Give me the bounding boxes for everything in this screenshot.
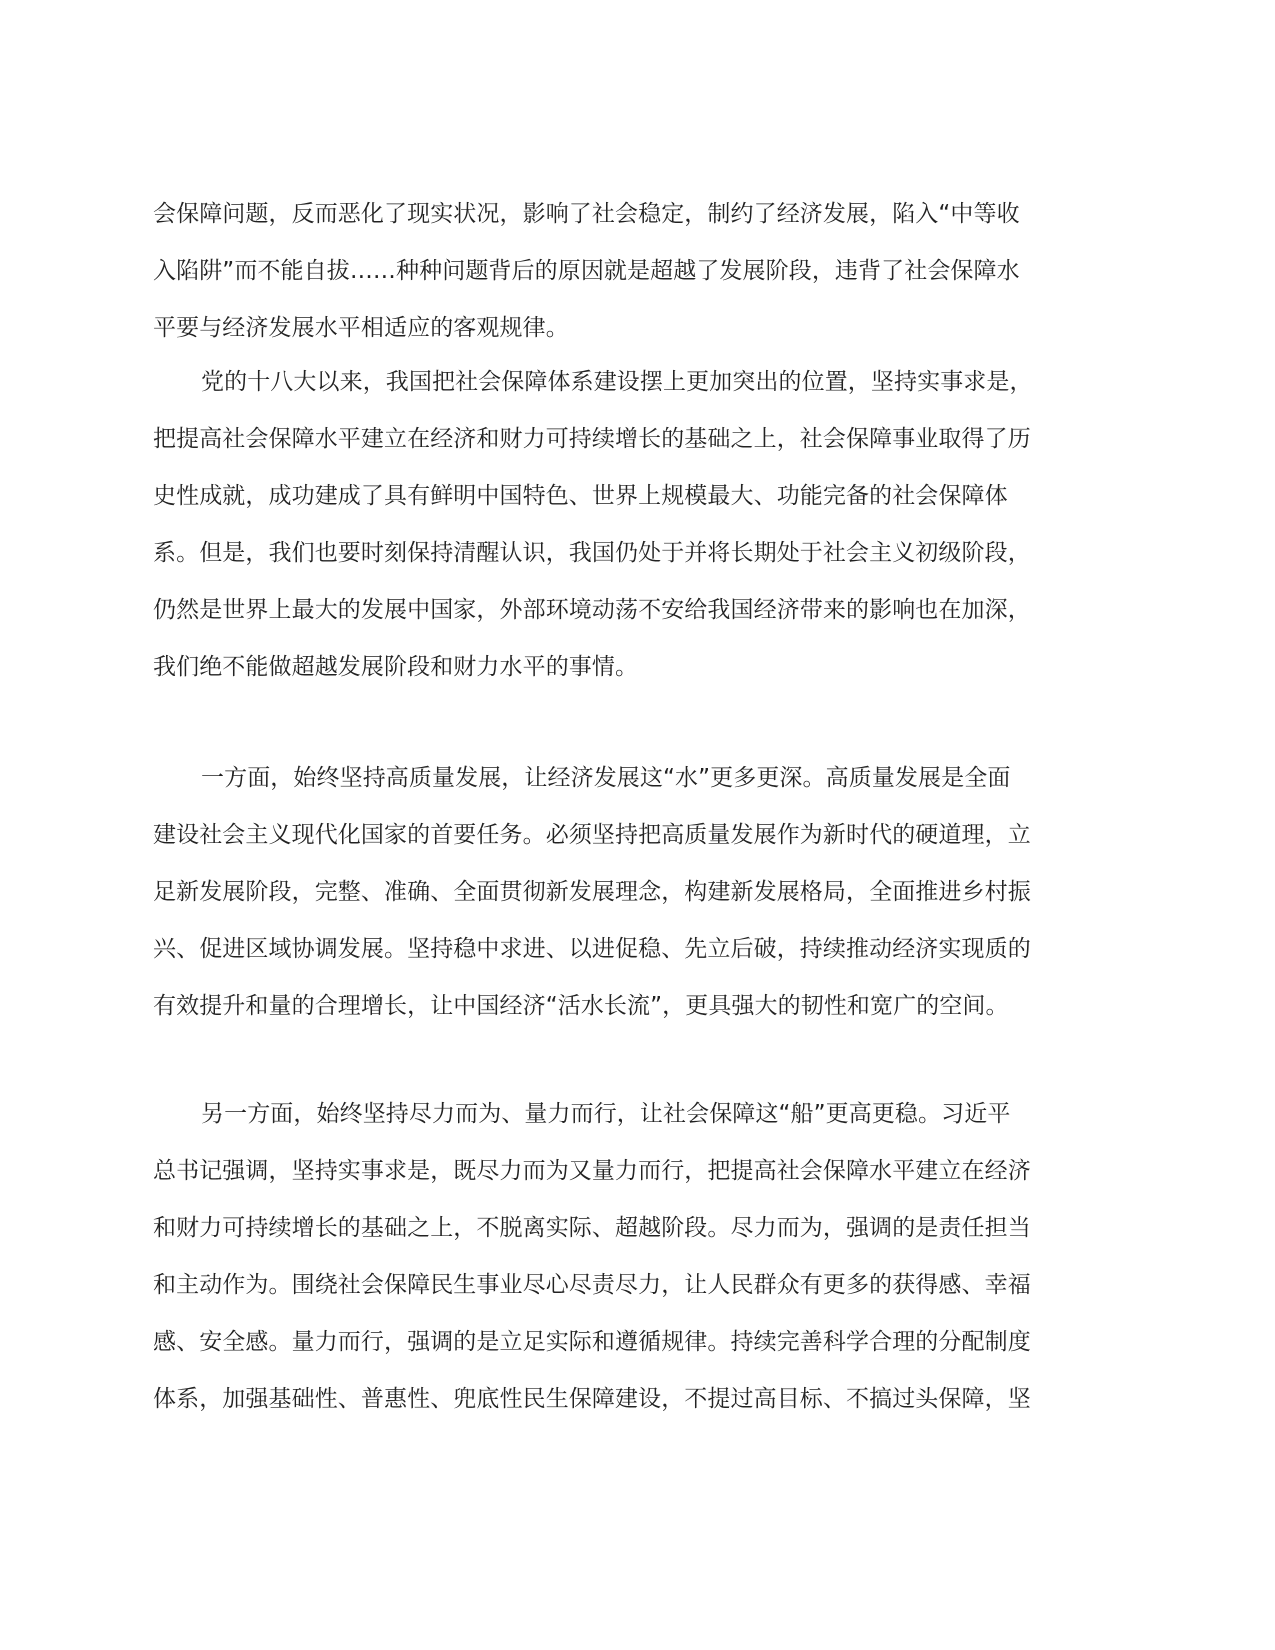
text-line: 把提高社会保障水平建立在经济和财力可持续增长的基础之上，社会保障事业取得了历 bbox=[153, 426, 1031, 452]
text-line: 我们绝不能做超越发展阶段和财力水平的事情。 bbox=[153, 654, 639, 680]
paragraph-social-security bbox=[153, 1086, 1098, 1428]
text-line: 和主动作为。围绕社会保障民生事业尽心尽责尽力，让人民群众有更多的获得感、幸福 bbox=[153, 1272, 1031, 1298]
text-line: 一方面，始终坚持高质量发展，让经济发展这“水”更多更深。高质量发展是全面 bbox=[201, 765, 1011, 791]
text-line: 总书记强调，坚持实事求是，既尽力而为又量力而行，把提高社会保障水平建立在经济 bbox=[153, 1158, 1031, 1184]
text-line: 党的十八大以来，我国把社会保障体系建设摆上更加突出的位置，坚持实事求是， bbox=[201, 369, 1033, 395]
text-line: 感、安全感。量力而行，强调的是立足实际和遵循规律。持续完善科学合理的分配制度 bbox=[153, 1329, 1031, 1355]
text-line: 入陷阱”而不能自拔……种种问题背后的原因就是超越了发展阶段，违背了社会保障水 bbox=[153, 258, 1020, 284]
paragraph-high-quality-development bbox=[153, 750, 1098, 1035]
text-line: 有效提升和量的合理增长，让中国经济“活水长流”，更具强大的韧性和宽广的空间。 bbox=[153, 993, 1009, 1019]
text-line: 平要与经济发展水平相适应的客观规律。 bbox=[153, 315, 569, 341]
text-line: 建设社会主义现代化国家的首要任务。必须坚持把高质量发展作为新时代的硬道理，立 bbox=[153, 822, 1031, 848]
text-line: 仍然是世界上最大的发展中国家，外部环境动荡不安给我国经济带来的影响也在加深， bbox=[153, 597, 1031, 623]
paragraph-continuation bbox=[153, 186, 1098, 357]
text-line: 系。但是，我们也要时刻保持清醒认识，我国仍处于并将长期处于社会主义初级阶段， bbox=[153, 540, 1031, 566]
text-line: 体系，加强基础性、普惠性、兜底性民生保障建设，不提过高目标、不搞过头保障，坚 bbox=[153, 1386, 1031, 1412]
text-line: 足新发展阶段，完整、准确、全面贯彻新发展理念，构建新发展格局，全面推进乡村振 bbox=[153, 879, 1031, 905]
text-line: 兴、促进区域协调发展。坚持稳中求进、以进促稳、先立后破，持续推动经济实现质的 bbox=[153, 936, 1031, 962]
text-line: 会保障问题，反而恶化了现实状况，影响了社会稳定，制约了经济发展，陷入“中等收 bbox=[153, 201, 1020, 227]
paragraph-since-18th-congress bbox=[153, 354, 1098, 696]
text-line: 史性成就，成功建成了具有鲜明中国特色、世界上规模最大、功能完备的社会保障体 bbox=[153, 483, 1008, 509]
text-line: 另一方面，始终坚持尽力而为、量力而行，让社会保障这“船”更高更稳。习近平 bbox=[201, 1101, 1011, 1127]
text-line: 和财力可持续增长的基础之上，不脱离实际、超越阶段。尽力而为，强调的是责任担当 bbox=[153, 1215, 1031, 1241]
